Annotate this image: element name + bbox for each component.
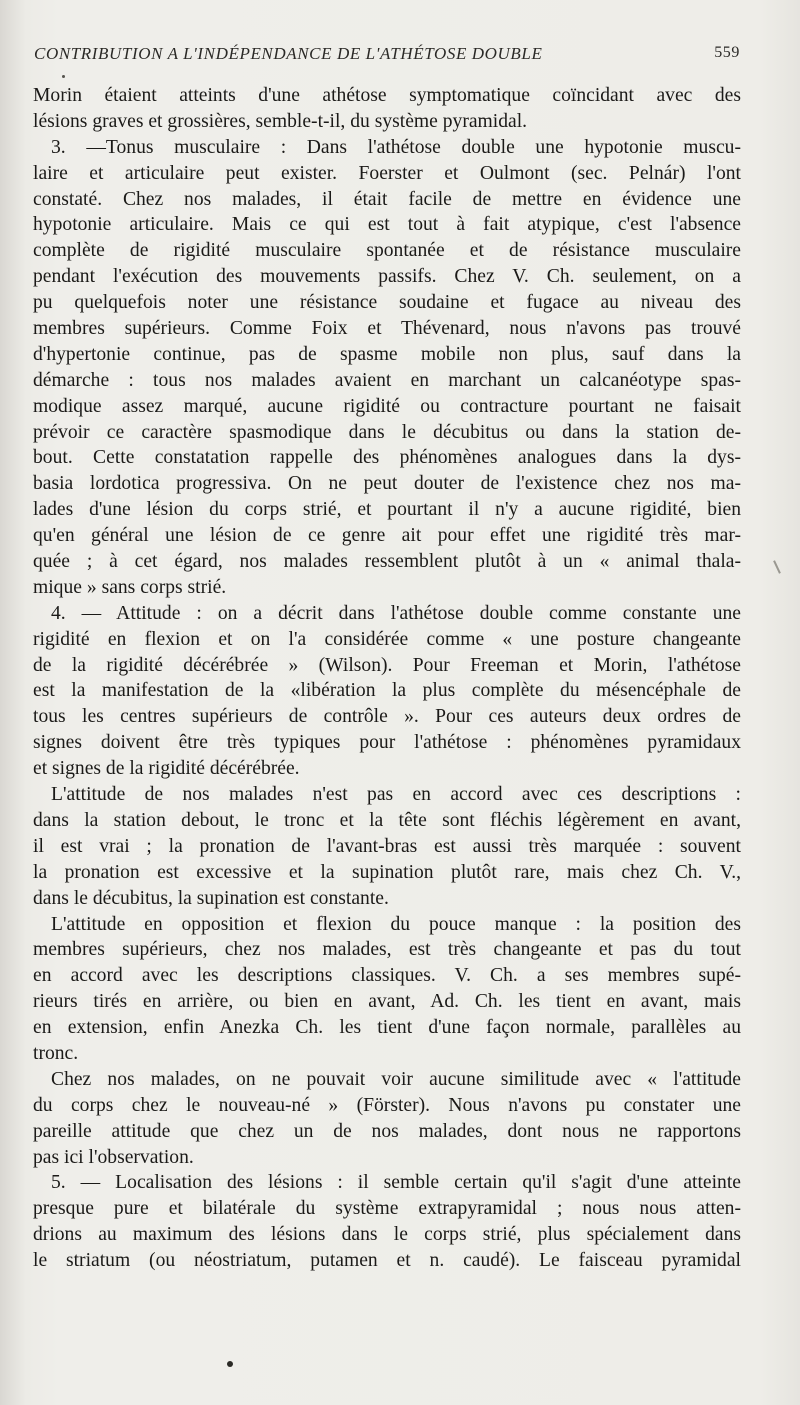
text-line: tous les centres supérieurs de contrôle ». Pour ces auteurs deux ordres de	[33, 706, 741, 728]
ink-dot	[227, 1361, 233, 1367]
text-line: Chez nos malades, on ne pouvait voir aucune similitude avec « l'attitude	[51, 1068, 741, 1090]
text-line: quée ; à cet égard, nos malades ressemblent plutôt à un « animal thala-	[33, 551, 741, 573]
text-line: prévoir ce caractère spasmodique dans le décubitus ou dans la station de-	[33, 421, 741, 443]
text-line: pas ici l'observation.	[33, 1146, 194, 1168]
text-line: qu'en général une lésion de ce genre ait pour effet une rigidité très mar-	[33, 525, 741, 547]
text-line: la pronation est excessive et la supination plutôt rare, mais chez Ch. V.,	[33, 861, 741, 883]
text-line: rieurs tirés en arrière, ou bien en avant, Ad. Ch. les tient en avant, mais	[33, 991, 741, 1013]
page-number: 559	[714, 44, 740, 61]
text-line: L'attitude de nos malades n'est pas en accord avec ces descriptions :	[51, 784, 741, 806]
ink-speck	[62, 75, 65, 78]
text-line: membres supérieurs, chez nos malades, est très changeante et pas du tout	[33, 939, 741, 961]
text-line: lades d'une lésion du corps strié, et pourtant il n'y a aucune rigidité, bien	[33, 499, 741, 521]
text-line: le striatum (ou néostriatum, putamen et n. caudé). Le faisceau pyramidal	[33, 1250, 741, 1272]
text-line: et signes de la rigidité décérébrée.	[33, 758, 300, 780]
text-line: lésions graves et grossières, semble-t-il, du système pyramidal.	[33, 110, 528, 132]
text-line: mique » sans corps strié.	[33, 576, 227, 598]
text-line: presque pure et bilatérale du système extrapyramidal ; nous nous atten-	[33, 1198, 741, 1220]
text-line: laire et articulaire peut exister. Foerster et Oulmont (sec. Pelnár) l'ont	[33, 162, 741, 184]
text-line: d'hypertonie continue, pas de spasme mobile non plus, sauf dans la	[33, 343, 741, 365]
text-line: bout. Cette constatation rappelle des phénomènes analogues dans la dys-	[33, 447, 741, 469]
text-line: est la manifestation de la «libération la plus complète du mésencéphale de	[33, 680, 741, 702]
text-line: 5. — Localisation des lésions : il semble certain qu'il s'agit d'une atteinte	[51, 1172, 741, 1194]
text-line: rigidité en flexion et on l'a considérée comme « une posture changeante	[33, 628, 741, 650]
page-mark	[773, 560, 781, 574]
text-line: membres supérieurs. Comme Foix et Thévenard, nous n'avons pas trouvé	[33, 318, 741, 340]
running-header	[34, 44, 740, 74]
text-line: drions au maximum des lésions dans le corps strié, plus spécialement dans	[33, 1224, 741, 1246]
text-line: complète de rigidité musculaire spontanée et de résistance musculaire	[33, 240, 741, 262]
running-title: CONTRIBUTION A L'INDÉPENDANCE DE L'ATHÉTOSE DOUBLE	[34, 44, 543, 63]
text-line: il est vrai ; la pronation de l'avant-bras est aussi très marquée : souvent	[33, 835, 741, 857]
text-line: basia lordotica progressiva. On ne peut douter de l'existence chez nos ma-	[33, 473, 741, 495]
text-line: Morin étaient atteints d'une athétose symptomatique coïncidant avec des	[33, 85, 741, 106]
text-line: L'attitude en opposition et flexion du pouce manque : la position des	[51, 913, 741, 935]
body-text	[33, 83, 741, 1274]
text-line: 4. — Attitude : on a décrit dans l'athétose double comme constante une	[51, 602, 741, 624]
text-line: pendant l'exécution des mouvements passifs. Chez V. Ch. seulement, on a	[33, 266, 741, 288]
text-line: constaté. Chez nos malades, il était facile de mettre en évidence une	[33, 188, 741, 210]
text-line: tronc.	[33, 1042, 79, 1064]
text-line: 3. —Tonus musculaire : Dans l'athétose double une hypotonie muscu-	[51, 136, 741, 158]
text-line: pareille attitude que chez un de nos malades, dont nous ne rapportons	[33, 1120, 741, 1142]
text-line: démarche : tous nos malades avaient en marchant un calcanéotype spas-	[33, 369, 741, 391]
text-line: modique assez marqué, aucune rigidité ou contracture pourtant ne faisait	[33, 395, 741, 417]
text-line: du corps chez le nouveau-né » (Förster). Nous n'avons pu constater une	[33, 1094, 741, 1116]
text-line: de la rigidité décérébrée » (Wilson). Pour Freeman et Morin, l'athétose	[33, 654, 741, 676]
text-line: signes doivent être très typiques pour l'athétose : phénomènes pyramidaux	[33, 732, 741, 754]
text-line: pu quelquefois noter une résistance soudaine et fugace au niveau des	[33, 292, 741, 314]
text-line: en extension, enfin Anezka Ch. les tient d'une façon normale, parallèles au	[33, 1017, 741, 1039]
text-line: dans la station debout, le tronc et la tête sont fléchis légèrement en avant,	[33, 809, 741, 831]
text-line: hypotonie articulaire. Mais ce qui est tout à fait atypique, c'est l'absence	[33, 214, 741, 236]
text-line: en accord avec les descriptions classiques. V. Ch. a ses membres supé-	[33, 965, 741, 987]
text-line: dans le décubitus, la supination est constante.	[33, 887, 389, 909]
